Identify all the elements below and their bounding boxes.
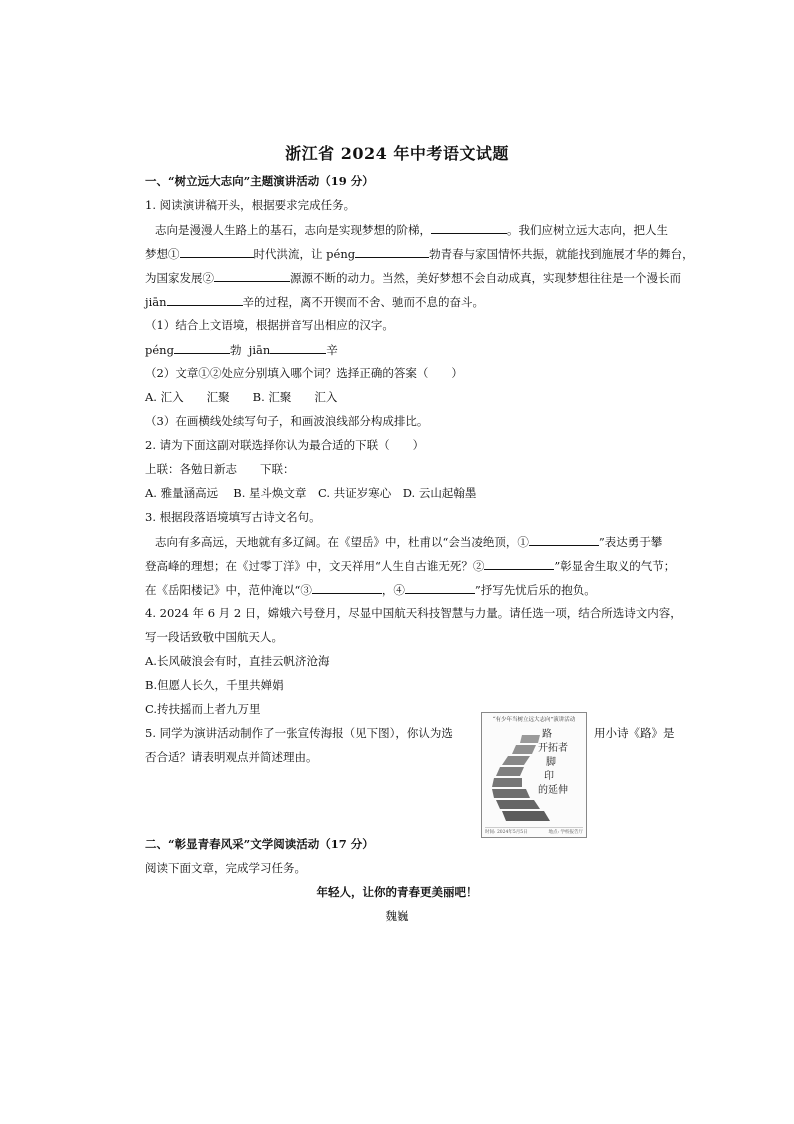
staircase-image bbox=[482, 713, 586, 837]
answer-blank[interactable] bbox=[405, 581, 475, 594]
answer-blank[interactable] bbox=[529, 533, 599, 546]
answer-blank[interactable] bbox=[484, 557, 554, 570]
q1-intro: 1. 阅读演讲稿开头，根据要求完成任务。 bbox=[145, 198, 356, 212]
pinyin-label: jiān bbox=[248, 343, 271, 357]
q4-line-2: 写一段话致敬中国航天人。 bbox=[145, 630, 283, 644]
poster-word: 脚 bbox=[546, 757, 556, 768]
q3-text: ”表达勇于攀 bbox=[598, 535, 663, 549]
q2: 2. 请为下面这副对联选择你认为最合适的下联（ ） bbox=[145, 438, 425, 452]
poster-word: 路 bbox=[542, 729, 552, 740]
passage-text: 。我们应树立远大志向，把人生 bbox=[507, 223, 668, 237]
q4-line-1: 4. 2024 年 6 月 2 日，嫦娥六号登月，尽显中国航天科技智慧与力量。请任选一项，结合所选诗文内容， bbox=[145, 606, 682, 620]
passage-line-3 bbox=[145, 269, 681, 286]
q3-text: ，④ bbox=[381, 583, 405, 597]
article-author: 魏巍 bbox=[385, 909, 409, 923]
answer-blank[interactable] bbox=[180, 245, 254, 258]
q3-line-1 bbox=[155, 533, 662, 550]
q3-text: ”抒写先忧后乐的抱负。 bbox=[474, 583, 596, 597]
q3-text: 登高峰的理想；在《过零丁洋》中，文天祥用“人生自古谁无死？② bbox=[145, 559, 485, 573]
char-label: 勃 bbox=[229, 343, 242, 357]
passage-text: jiān bbox=[145, 295, 167, 309]
answer-blank[interactable] bbox=[270, 341, 326, 354]
q3-text: 志向有多高远，天地就有多辽阔。在《望岳》中，杜甫以“会当凌绝顶，① bbox=[155, 535, 529, 549]
passage-text: 志向是漫漫人生路上的基石，志向是实现梦想的阶梯， bbox=[155, 223, 431, 237]
section1-heading: 一、“树立远大志向”主题演讲活动（19 分） bbox=[145, 174, 374, 188]
poster-header: “有少年当树立远大志向”演讲活动 bbox=[492, 717, 576, 723]
poster-word: 开拓者 bbox=[538, 743, 568, 754]
poster-word: 的延伸 bbox=[538, 785, 568, 796]
q4-option-c: C.抟扶摇而上者九万里 bbox=[145, 702, 261, 716]
poster-footer bbox=[485, 827, 583, 835]
passage-line-4 bbox=[145, 293, 484, 310]
passage-text: 梦想① bbox=[145, 247, 180, 261]
passage-text: 勃青春与家国情怀共振，就能找到施展才华的舞台， bbox=[429, 247, 694, 261]
promo-poster bbox=[481, 712, 587, 838]
page-title: 浙江省 2024 年中考语文试题 bbox=[285, 144, 509, 163]
q3-text: ”彰显舍生取义的气节； bbox=[554, 559, 676, 573]
q3-line-3 bbox=[145, 581, 596, 598]
q5-line-1a: 5. 同学为演讲活动制作了一张宣传海报（见下图），你认为选 bbox=[145, 726, 453, 740]
section2-heading: 二、“彰显青春风采”文学阅读活动（17 分） bbox=[145, 837, 374, 851]
poster-word: 印 bbox=[544, 771, 554, 782]
sub-question-1-answer bbox=[145, 341, 338, 358]
q3-text: 在《岳阳楼记》中，范仲淹以“③ bbox=[145, 583, 312, 597]
q2-options: A. 雅量涵高远 B. 星斗焕文章 C. 共证岁寒心 D. 云山起翰墨 bbox=[145, 486, 477, 500]
q2-upper: 上联：各勉日新志 下联： bbox=[145, 462, 295, 476]
q4-option-b: B.但愿人长久，千里共婵娟 bbox=[145, 678, 284, 692]
poster-place: 地点: 学校报告厅 bbox=[548, 830, 583, 835]
sub-question-2-options: A. 汇入 汇聚 B. 汇聚 汇入 bbox=[145, 390, 338, 404]
passage-text: 为国家发展② bbox=[145, 271, 214, 285]
pinyin-label: péng bbox=[145, 343, 174, 357]
q3: 3. 根据段落语境填写古诗文名句。 bbox=[145, 510, 321, 524]
answer-blank[interactable] bbox=[214, 269, 290, 282]
answer-blank[interactable] bbox=[431, 221, 507, 234]
sub-question-3: （3）在画横线处续写句子，和画波浪线部分构成排比。 bbox=[145, 414, 429, 428]
q5-line-2: 否合适？请表明观点并简述理由。 bbox=[145, 750, 318, 764]
passage-text: 源源不断的动力。当然，美好梦想不会自动成真，实现梦想往往是一个漫长而 bbox=[290, 271, 681, 285]
section2-intro: 阅读下面文章，完成学习任务。 bbox=[145, 861, 306, 875]
passage-text: 时代洪流，让 péng bbox=[253, 247, 356, 261]
sub-question-1: （1）结合上文语境，根据拼音写出相应的汉字。 bbox=[145, 318, 394, 332]
poster-time: 时间: 2024年5月5日 bbox=[485, 830, 528, 835]
sub-question-2: （2）文章①②处应分别填入哪个词？选择正确的答案（ ） bbox=[145, 366, 463, 380]
answer-blank[interactable] bbox=[355, 245, 429, 258]
passage-line-1 bbox=[155, 221, 668, 238]
q5-line-1b: 用小诗《路》是 bbox=[594, 726, 675, 740]
answer-blank[interactable] bbox=[174, 341, 230, 354]
char-label: 辛 bbox=[326, 343, 338, 357]
passage-line-2 bbox=[145, 245, 694, 262]
q3-line-2 bbox=[145, 557, 675, 574]
answer-blank[interactable] bbox=[312, 581, 382, 594]
passage-text: 辛的过程，离不开锲而不舍、驰而不息的奋斗。 bbox=[242, 295, 485, 309]
article-title: 年轻人，让你的青春更美丽吧！ bbox=[316, 885, 478, 899]
answer-blank[interactable] bbox=[167, 293, 243, 306]
q4-option-a: A.长风破浪会有时，直挂云帆济沧海 bbox=[145, 654, 330, 668]
